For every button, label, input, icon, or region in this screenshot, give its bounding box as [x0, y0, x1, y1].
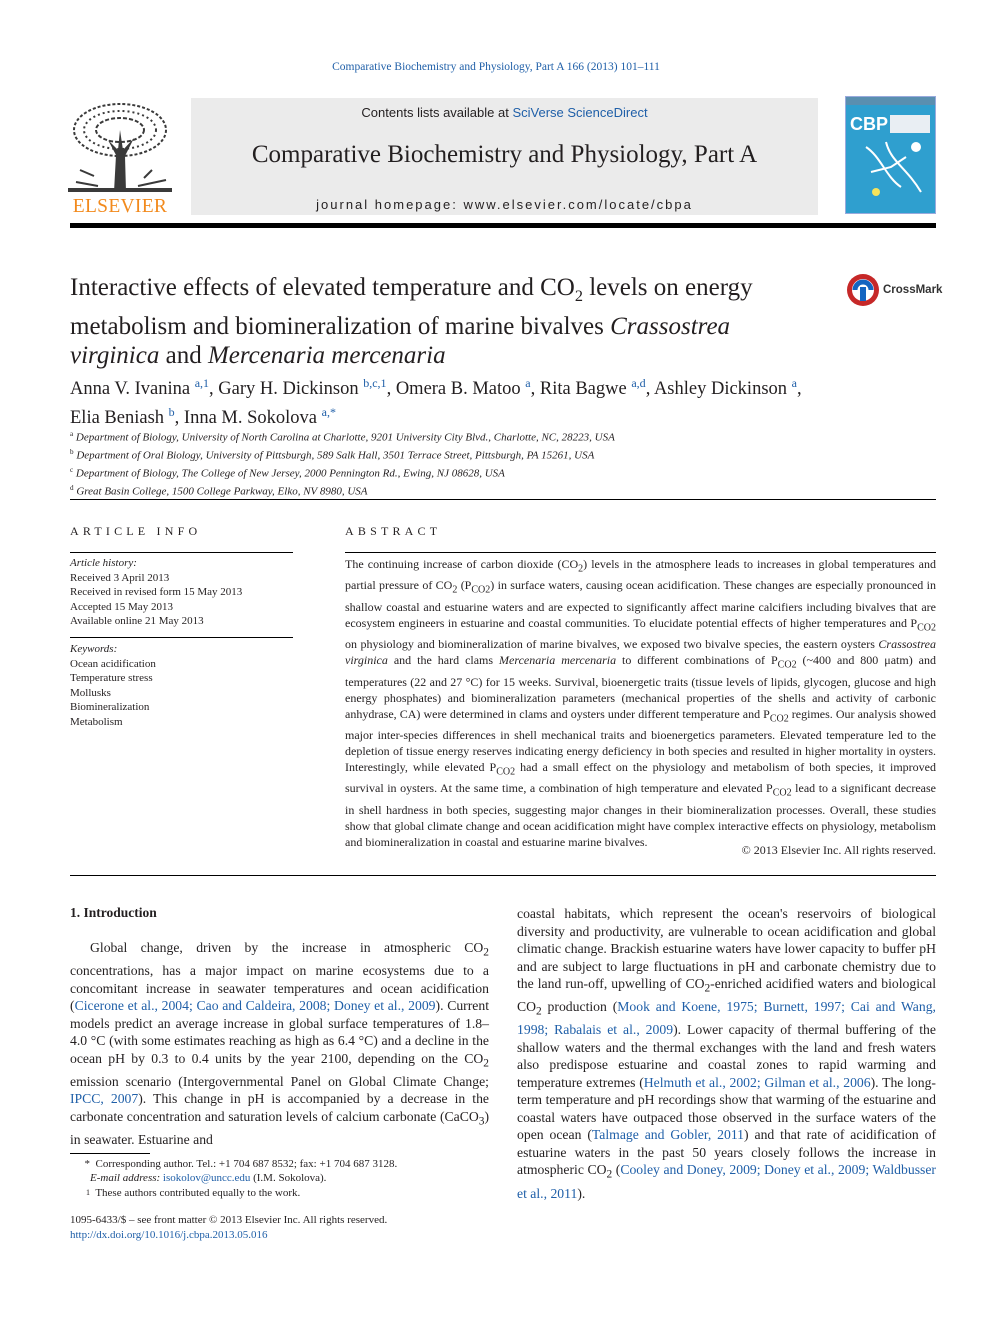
- publisher-name: ELSEVIER: [72, 196, 168, 217]
- divider: [345, 552, 936, 553]
- front-matter-info: [70, 1213, 387, 1243]
- crossmark-label: CrossMark: [883, 284, 943, 296]
- contents-line: [191, 105, 818, 120]
- cover-label: CBP: [850, 114, 889, 134]
- divider: [70, 637, 293, 638]
- journal-citation[interactable]: Comparative Biochemistry and Physiology, Part A 166 (2013) 101–111: [332, 61, 660, 73]
- issn-line: 1095-6433/$ – see front matter © 2013 Elsevier Inc. All rights reserved.: [70, 1214, 388, 1226]
- author-list: Anna V. Ivanina $^{a,1}$, Gary H. Dickinson $^{b,c,1}$, Omera B. Matoo $^a$, Rita Bagwe $^{a,d}$, Ashley Dickinson $^a$, Elia Beniash $^b$, Inna M. Sokolova $^{a,*}$: [70, 376, 802, 429]
- body-column-right: coastal habitats, which represent the ocean's reservoirs of biological diversity and productivity, are vulnerable to ocean acidification and global climatic change. Brackish estuarine waters have lower capacity to buffer pH and are subject to large fluctuations in pH and carbonate chemistry due to the land run-off, upwelling of $CO_2$-enriched acidified waters and biological $CO_2$ production (Mook and Koene, 1975; Burnett, 1997; Cai and Wang, 1998; Rabalais et al., 2009). Lower capacity of thermal buffering of the shallow waters and the thermal exchanges with the land and fresh waters also predispose estuarine and coastal zones to rapid warming and temperature extremes (Helmuth et al., 2002; Gilman et al., 2006). The long-term temperature and pH recordings show that warming of the estuarine and coastal waters have outpaced those observed in the surface waters of the open ocean (Talmage and Gobler, 2011) and that rate of acidification of estuarine waters in the past 50 years closely follows the increase in atmospheric $CO_2$ (Cooley and Doney, 2009; Doney et al., 2009; Waldbusser et al., 2011).: [517, 906, 937, 1201]
- contents-prefix: Contents lists available at: [361, 105, 513, 120]
- elsevier-logo: [68, 100, 172, 218]
- crossmark-icon: [846, 273, 880, 307]
- affiliation-item: $^a$ Department of Biology, University of North Carolina at Charlotte, 9201 University City Blvd., Charlotte, NC, 28223, USA: [70, 430, 615, 444]
- divider: [70, 552, 293, 553]
- article-history: Article history: Received 3 April 2013 Received in revised form 15 May 2013 Accepted 15 May 2013 Available online 21 May 2013: [70, 557, 243, 627]
- affiliation-item: $^c$ Department of Biology, The College of New Jersey, 2000 Pennington Rd., Ewing, NJ 08628, USA: [70, 466, 505, 480]
- footnote-email: E-mail address: isokolov@uncc.edu (I.M. Sokolova).: [90, 1172, 327, 1184]
- copyright-notice: © 2013 Elsevier Inc. All rights reserved.: [741, 843, 936, 857]
- article-info-heading: ARTICLE INFO: [70, 524, 202, 538]
- keywords: Keywords: Ocean acidification Temperature stress Mollusks Biomineralization Metabolism: [70, 643, 156, 728]
- header-rule: [70, 223, 936, 228]
- crossmark-button[interactable]: [846, 273, 941, 309]
- footnote-equal-contribution: 1 These authors contributed equally to the work.: [86, 1187, 301, 1199]
- email-link[interactable]: isokolov@uncc.edu: [162, 1172, 251, 1184]
- affiliations: [70, 427, 940, 500]
- tree-icon: [68, 100, 172, 192]
- affiliation-item: $^d$ Great Basin College, 1500 College Parkway, Elko, NV 8980, USA: [70, 484, 368, 499]
- sciencedirect-link[interactable]: SciVerse ScienceDirect: [512, 105, 648, 120]
- journal-cover-image[interactable]: [845, 96, 936, 214]
- journal-title: Comparative Biochemistry and Physiology, Part A: [251, 141, 758, 168]
- article-title: Interactive effects of elevated temperature and $CO_2$ levels on energy metabolism and biomineralization of marine bivalves Crassostrea virginica and Mercenaria mercenaria: [70, 274, 753, 369]
- journal-homepage[interactable]: journal homepage: www.elsevier.com/locate/cbpa: [316, 197, 693, 212]
- body-column-left: Global change, driven by the increase in atmospheric $CO_2$ concentrations, has a major impact on marine ecosystems due to a concomitant increase in seawater temperatures and ocean acidification (Cicerone et al., 2004; Cao and Caldeira, 2008; Doney et al., 2009). Current models predict an average increase in global surface temperatures of 1.8–4.0 °C (with some estimates reaching as high as 6.4 °C) and a decline in the ocean pH by 0.3 to 0.4 units by the year 2100, depending on the $CO_2$ emission scenario (Intergovernmental Panel on Global Climate Change; IPCC, 2007). This change in pH is accompanied by a decrease in the carbonate concentration and saturation levels of calcium carbonate (CaCO$_3$) in seawater. Estuarine and: [70, 940, 490, 1148]
- section-heading: 1. Introduction: [70, 905, 157, 920]
- doi-link[interactable]: http://dx.doi.org/10.1016/j.cbpa.2013.05.016: [70, 1229, 268, 1241]
- footnote-corresponding: * Corresponding author. Tel.: +1 704 687 8532; fax: +1 704 687 3128.: [84, 1158, 398, 1170]
- divider: [70, 875, 936, 876]
- abstract-heading: ABSTRACT: [345, 524, 442, 538]
- footnote-rule: [70, 1153, 150, 1154]
- divider: [70, 499, 936, 500]
- affiliation-item: $^b$ Department of Oral Biology, University of Pittsburgh, 589 Salk Hall, 3501 Terrace Street, Pittsburgh, PA 15261, USA: [70, 448, 595, 462]
- abstract-text: The continuing increase of carbon dioxide $(CO_2)$ levels in the atmosphere leads to increases in global temperatures and partial pressure of $CO_2$ $(P_{CO2})$ in surface waters, causing ocean acidification. These changes are especially pronounced in shallow coastal and estuarine waters and are expected to significantly affect marine calcifiers including bivalves that are ecosystem engineers in estuarine and coastal communities. To elucidate potential effects of higher temperatures and $P_{CO2}$ on physiology and biomineralization of marine bivalves, we exposed two bivalve species, the eastern oysters Crassostrea virginica and the hard clams Mercenaria mercenaria to different combinations of $P_{CO2}$ (~400 and 800 μatm) and temperatures (22 and 27 °C) for 15 weeks. Survival, bioenergetic traits (tissue levels of lipids, glycogen, glucose and high energy phosphates) and biomineralization parameters (mechanical properties of the shells and activity of carbonic anhydrase, CA) were determined in clams and oysters under different temperature and $P_{CO2}$ regimes. Our analysis showed major inter-species differences in shell mechanical traits and bioenergetics parameters. Elevated temperature led to the depletion of tissue energy reserves indicating energy deficiency in both species and resulted in higher mortality in oysters. Interestingly, while elevated $P_{CO2}$ had a small effect on the physiology and metabolism of both species, it improved survival in oysters. At the same time, a combination of high temperature and elevated $P_{CO2}$ lead to a significant decrease in shell hardness in both species, suggesting major changes in their biomineralization processes. Overall, these studies show that global climate change and ocean acidification might have complex interactive effects on physiology, metabolism and biomineralization in coastal and estuarine marine bivalves.: [345, 557, 937, 849]
